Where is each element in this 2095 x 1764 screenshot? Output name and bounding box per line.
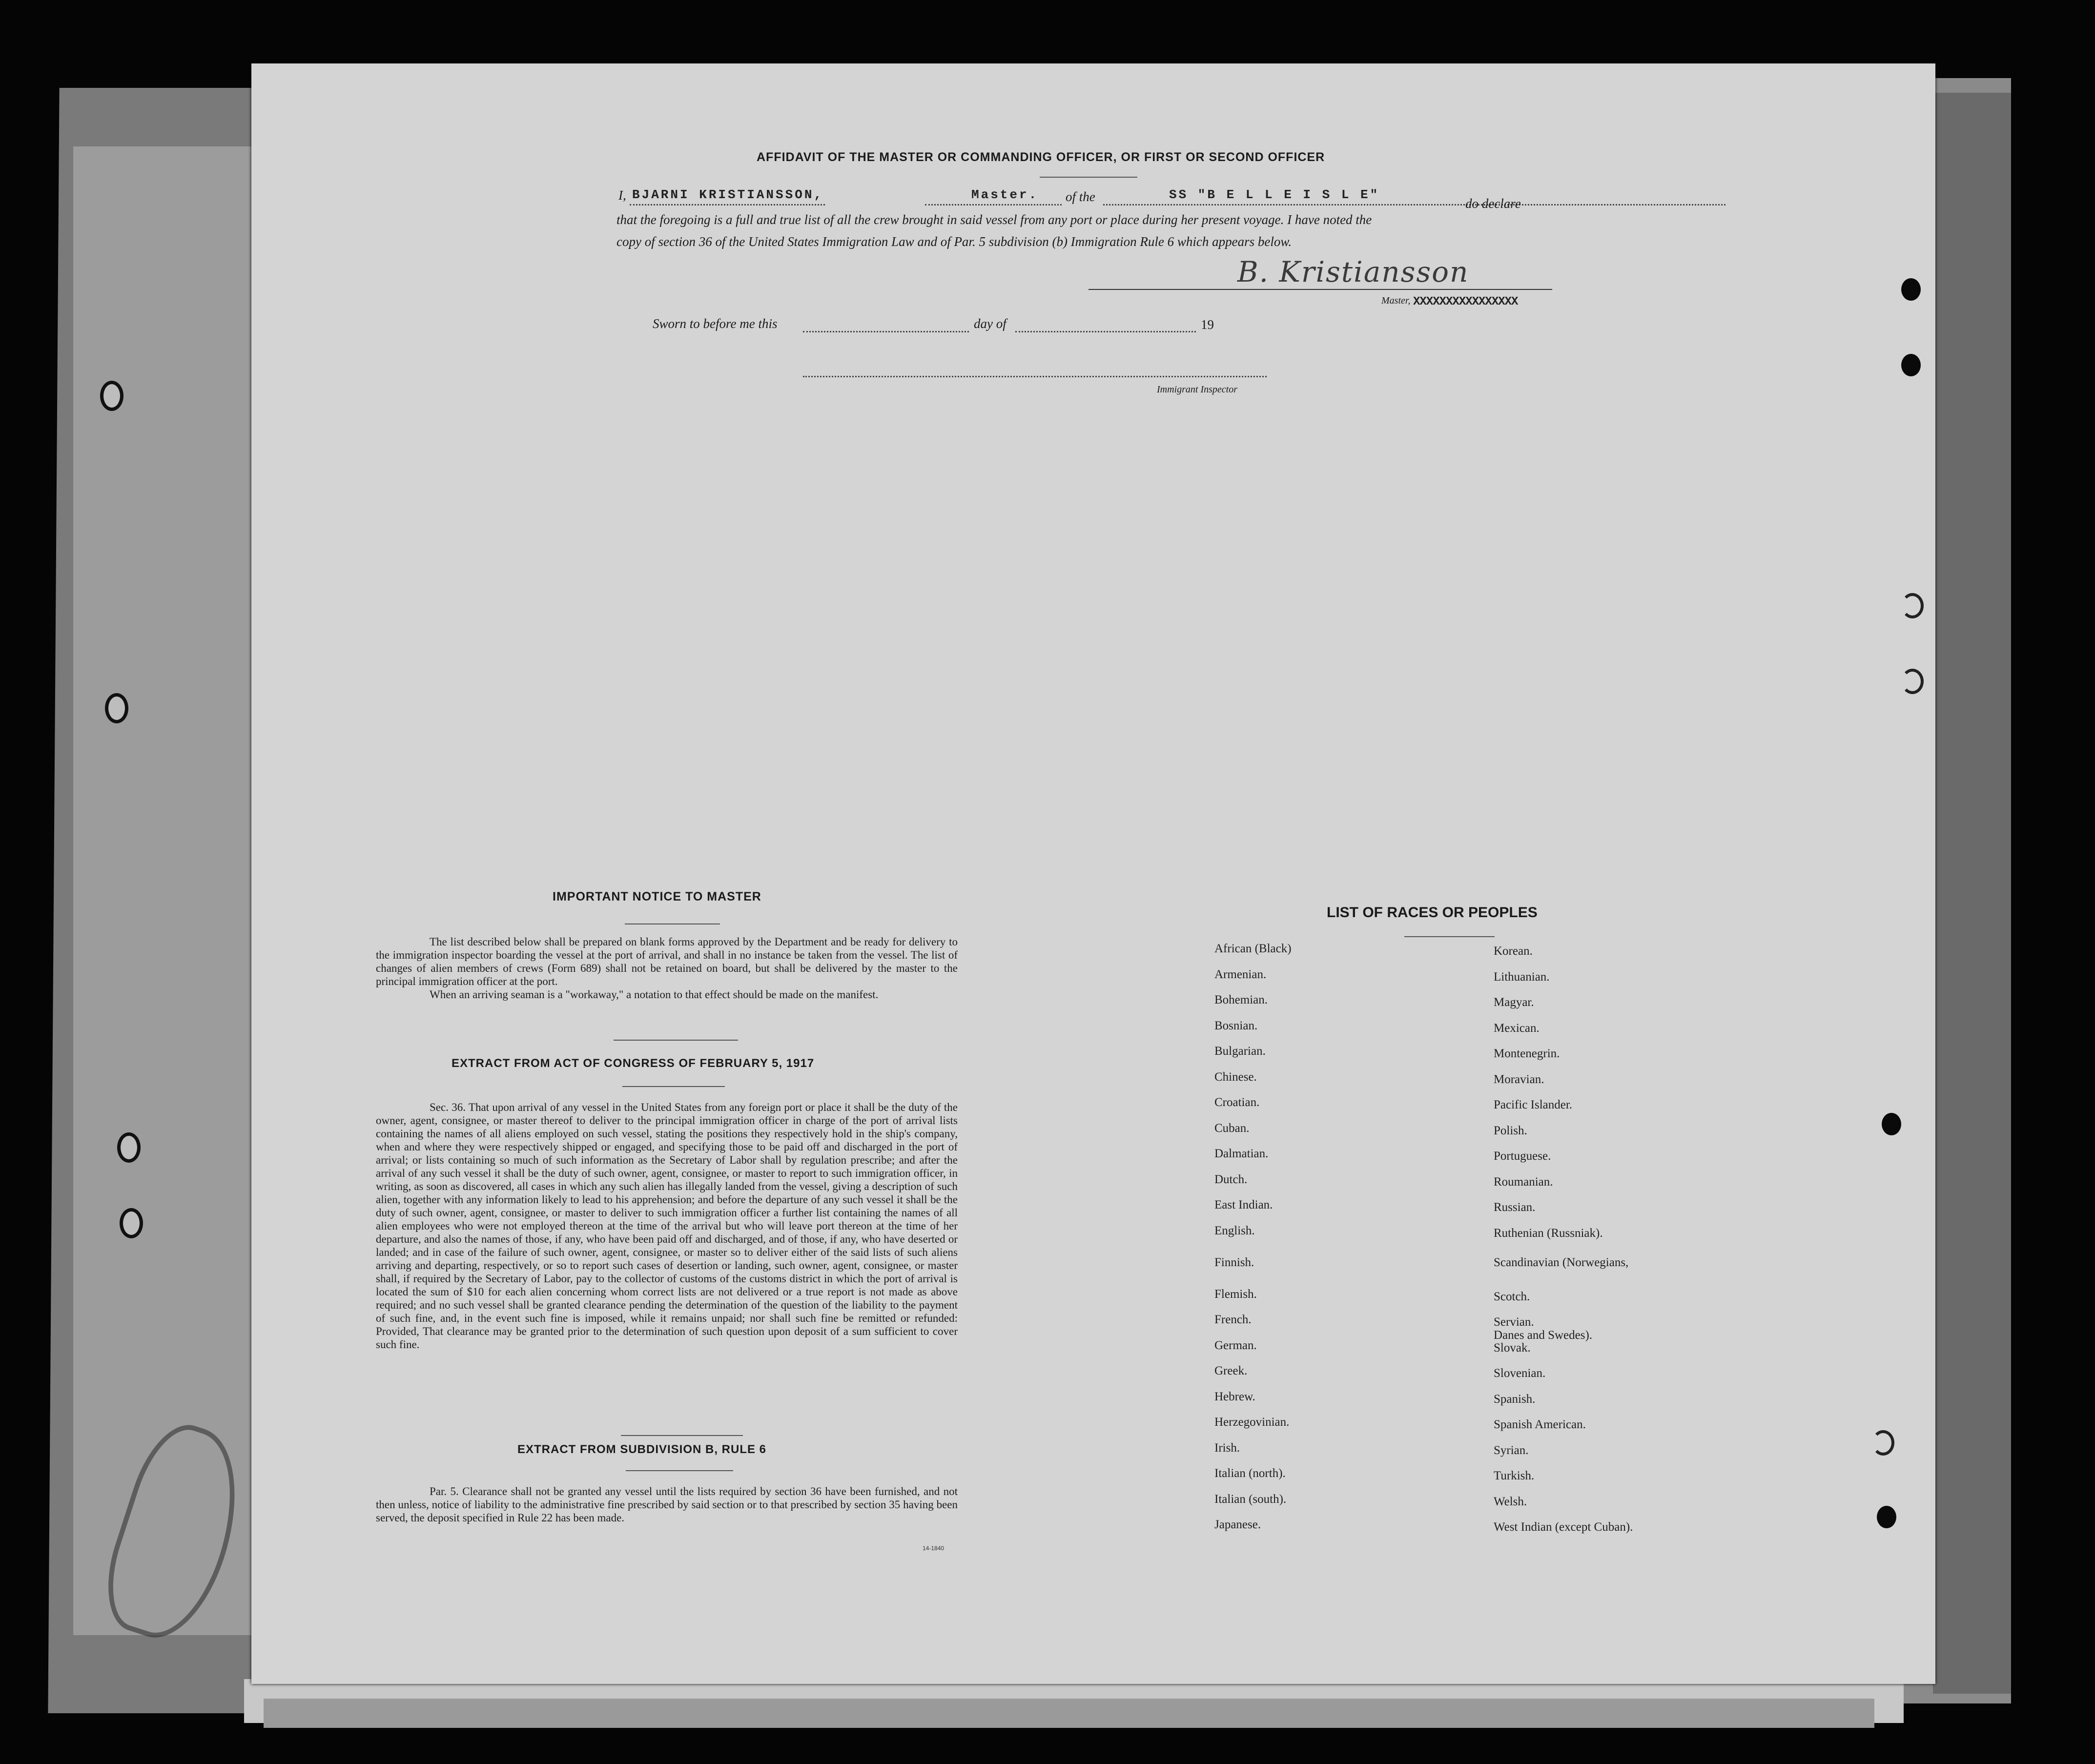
race-item: Korean. (1494, 944, 1533, 958)
struck-title: XXXXXXXXXXXXXXXX (1413, 295, 1518, 308)
vessel-underline (1103, 204, 1725, 205)
punch-hole (1872, 1430, 1894, 1456)
race-item: German. (1214, 1339, 1257, 1352)
day-of-label: day of (974, 316, 1006, 331)
inspector-label: Immigrant Inspector (1157, 384, 1237, 395)
race-item: Pacific Islander. (1494, 1098, 1573, 1111)
race-item: Flemish. (1214, 1288, 1257, 1301)
binder-hole (100, 381, 123, 411)
race-item: Dutch. (1214, 1173, 1248, 1186)
race-item: Croatian. (1214, 1096, 1260, 1109)
race-item: Spanish. (1494, 1393, 1536, 1406)
race-item: Italian (south). (1214, 1493, 1287, 1506)
notice-paragraph-2: When an arriving seaman is a "workaway," a notation to that effect should be made on the manifest. (430, 988, 879, 1001)
race-item: Greek. (1214, 1364, 1248, 1377)
race-item: Bulgarian. (1214, 1045, 1266, 1058)
punch-hole (1901, 669, 1924, 694)
race-item: French. (1214, 1313, 1252, 1326)
binder-hole (120, 1208, 143, 1238)
races-heading: LIST OF RACES OR PEOPLES (1327, 904, 1538, 921)
vessel-name-field: SS "B E L L E I S L E" (1169, 187, 1380, 202)
race-item: Hebrew. (1214, 1390, 1255, 1403)
affidavit-heading: AFFIDAVIT OF THE MASTER OR COMMANDING OFFICER, OR FIRST OR SECOND OFFICER (757, 150, 1325, 164)
notice-paragraph-1: The list described below shall be prepared on blank forms approved by the Department and be ready for delivery to the immigration inspector boarding the vessel at the port of arrival, and shall in no instance be taken from the vessel. The list of changes of alien members of crews (Form 689) shall not be retained on board, but shall be delivered by the master to the principal immigration officer at the port. (376, 936, 958, 987)
of-the-label: of the (1066, 189, 1095, 204)
race-item: Montenegrin. (1494, 1047, 1560, 1060)
underlying-page-bottom-edge (264, 1699, 1874, 1728)
sworn-day-line (803, 331, 969, 332)
race-item: Moravian. (1494, 1073, 1544, 1086)
underlying-pages-right-edge (1933, 93, 2011, 1694)
race-item: Portuguese. (1494, 1149, 1551, 1163)
extract-act-rule (622, 1086, 725, 1087)
do-declare-label: do declare (1465, 196, 1521, 211)
race-item: Mexican. (1494, 1022, 1540, 1035)
race-item: Turkish. (1494, 1469, 1535, 1482)
affidavit-prefix: I, (618, 188, 626, 203)
year-label: 19 (1201, 317, 1214, 332)
form-number: 14-1840 (923, 1545, 945, 1552)
race-item: Scandinavian (Norwegians, (1494, 1256, 1629, 1269)
race-item: Syrian. (1494, 1444, 1529, 1457)
inspector-line (803, 376, 1267, 377)
race-item: Scotch. (1494, 1290, 1530, 1303)
notice-rule (625, 923, 720, 924)
affidavit-line-3: copy of section 36 of the United States Immigration Law and of Par. 5 subdivision (b) Immigration Rule 6 which appears below. (616, 234, 1292, 249)
binder-hole (105, 693, 128, 723)
extract-rule-text (376, 1485, 958, 1524)
punch-hole (1877, 1506, 1896, 1528)
race-item: Polish. (1494, 1124, 1527, 1137)
rank-field: Master. (971, 187, 1039, 202)
par-5-text: Par. 5. Clearance shall not be granted any vessel until the lists required by section 36 have been furnished, and not then unless, notice of liability to the administrative fine prescribed by said section or to that prescribed by section 35 having been served, the deposit specified in Rule 22 has been made. (376, 1485, 958, 1524)
race-item: Russian. (1494, 1201, 1536, 1214)
section-rule (614, 1040, 738, 1041)
race-item: Lithuanian. (1494, 970, 1550, 984)
extract-rule-rule (626, 1470, 733, 1471)
race-item: Irish. (1214, 1441, 1240, 1455)
race-item: Roumanian. (1494, 1175, 1553, 1189)
race-item: Bosnian. (1214, 1019, 1258, 1032)
race-item: Welsh. (1494, 1495, 1527, 1508)
race-item: Magyar. (1494, 996, 1534, 1009)
punch-hole (1901, 593, 1924, 618)
signature-line (1089, 289, 1552, 290)
race-item: Bohemian. (1214, 993, 1268, 1006)
name-underline (630, 204, 825, 205)
race-item: Chinese. (1214, 1070, 1257, 1084)
rank-underline (925, 204, 1062, 205)
extract-act-text (376, 1101, 958, 1351)
race-item: Slovak. (1494, 1341, 1531, 1354)
punch-hole (1901, 278, 1921, 301)
heading-rule (1040, 177, 1137, 178)
notice-heading: IMPORTANT NOTICE TO MASTER (553, 890, 761, 903)
races-rule (1404, 936, 1495, 937)
race-item: Japanese. (1214, 1518, 1261, 1531)
race-item: Italian (north). (1214, 1467, 1286, 1480)
section-36-text: Sec. 36. That upon arrival of any vessel in the United States from any foreign port or place it shall be the duty of the owner, agent, consignee, or master thereof to deliver to the principal immigration officer in charge of the port of arrival lists containing the names of all aliens employed on such vessel, stating the positions they respectively hold in the ship's company, when and where they were respectively shipped or engaged, and specifying those to be paid off and discharged in the port of arrival; or lists containing so much of such information as the Secretary of Labor shall by regulation prescribe; and after the arrival of any such vessel it shall be the duty of such owner, agent, consignee, or master to report to such immigration officer, in writing, as soon as discovered, all cases in which any such alien has illegally landed from the vessel, giving a description of such alien, together with any information likely to lead to his apprehension; and before the departure of any such vessel it shall be the duty of such owner, agent, consignee, or master to deliver to such immigration officer a further list containing the names of all alien employees who were not employed thereon at the time of the arrival but who will leave port thereon at the time of her departure, and also the names of those, if any, who have been paid off and discharged, and of those, if any, who have deserted or landed; and in case of the failure of such owner, agent, consignee, or master so to deliver either of the said lists of such aliens arriving and departing, respectively, or so to report such cases of desertion or landing, such owner, agent, consignee, or master shall, if required by the Secretary of Labor, pay to the collector of customs of the customs district in which the port of arrival is located the sum of $10 for each alien concerning whom correct lists are not delivered or a true report is not made as above required; and no such vessel shall be granted clearance pending the determination of the question of the liability to the payment of such fine, and, in the event such fine is imposed, while it remains unpaid; nor shall such fine be remitted or refunded: Provided, That clearance may be granted prior to the determination of such question upon deposit of a sum sufficient to cover such fine. (376, 1101, 958, 1351)
race-item: Finnish. (1214, 1256, 1254, 1269)
manifest-page (251, 63, 1935, 1684)
race-item: Spanish American. (1494, 1418, 1586, 1431)
master-signature: B. Kristiansson (1237, 255, 1469, 288)
underlying-page-left (73, 146, 268, 1635)
race-item: West Indian (except Cuban). (1494, 1520, 1633, 1534)
race-item: English. (1214, 1224, 1255, 1237)
punch-hole (1882, 1113, 1901, 1135)
race-continuation: Danes and Swedes). (1494, 1329, 1593, 1342)
race-item: Armenian. (1214, 968, 1267, 981)
race-item: Ruthenian (Russniak). (1494, 1227, 1603, 1240)
race-item: Dalmatian. (1214, 1147, 1269, 1160)
section-rule (621, 1435, 743, 1436)
master-name-field: BJARNI KRISTIANSSON, (632, 187, 824, 202)
race-item: Herzegovinian. (1214, 1415, 1290, 1429)
notice-text (376, 935, 958, 1001)
sworn-label: Sworn to before me this (653, 316, 778, 331)
binder-hole (117, 1132, 141, 1163)
extract-act-heading: EXTRACT FROM ACT OF CONGRESS OF FEBRUARY 5, 1917 (452, 1057, 815, 1070)
race-item: Cuban. (1214, 1122, 1250, 1135)
punch-hole (1901, 354, 1921, 376)
extract-rule-heading: EXTRACT FROM SUBDIVISION B, RULE 6 (517, 1443, 767, 1456)
signer-title: Master, (1381, 295, 1411, 306)
affidavit-line-2: that the foregoing is a full and true list of all the crew brought in said vessel from any port or place during her present voyage. I have noted the (616, 212, 1372, 227)
day-of-line (1015, 331, 1196, 332)
race-item: Slovenian. (1494, 1367, 1546, 1380)
race-item: African (Black) (1214, 942, 1292, 955)
race-item: East Indian. (1214, 1198, 1273, 1211)
race-item: Servian. (1494, 1315, 1534, 1329)
